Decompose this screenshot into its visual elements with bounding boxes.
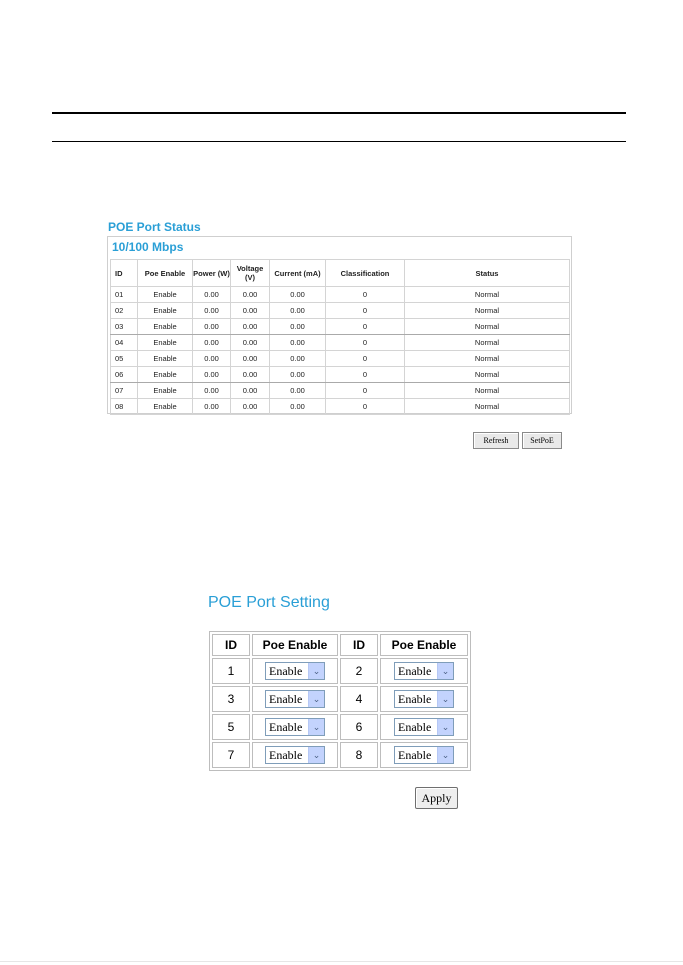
row-poe-enable: Enable (138, 383, 193, 399)
row-current: 0.00 (270, 367, 326, 383)
chevron-down-icon[interactable]: ⌄ (437, 747, 453, 763)
row-classification: 0 (326, 319, 405, 335)
refresh-button[interactable]: Refresh (473, 432, 519, 449)
row-classification: 0 (326, 399, 405, 415)
setpoe-button[interactable]: SetPoE (522, 432, 562, 449)
page-bottom-edge (0, 961, 683, 962)
setting-table-row (212, 742, 468, 768)
status-table-row (111, 351, 570, 367)
poe-enable-select[interactable] (394, 718, 454, 736)
poe-port-status-panel (107, 236, 572, 414)
col-poe-enable: Poe Enable (138, 260, 193, 287)
speed-label: 10/100 Mbps (112, 240, 184, 254)
setting-port-id: 3 (212, 686, 250, 712)
poe-enable-select-value: Enable (398, 691, 432, 706)
setting-table-row (212, 714, 468, 740)
row-power: 0.00 (193, 319, 231, 335)
row-voltage: 0.00 (231, 319, 270, 335)
row-current: 0.00 (270, 351, 326, 367)
row-status: Normal (405, 399, 570, 415)
chevron-down-icon[interactable]: ⌄ (437, 719, 453, 735)
poe-setting-table (209, 631, 471, 771)
status-table-row (111, 335, 570, 351)
setting-poe-cell (380, 742, 468, 768)
setting-port-id: 4 (340, 686, 378, 712)
row-voltage: 0.00 (231, 383, 270, 399)
col-current: Current (mA) (270, 260, 326, 287)
row-status: Normal (405, 303, 570, 319)
setting-col-id-left: ID (212, 634, 250, 656)
row-voltage: 0.00 (231, 303, 270, 319)
apply-button[interactable]: Apply (415, 787, 458, 809)
row-classification: 0 (326, 335, 405, 351)
poe-status-rows (111, 287, 570, 415)
setting-poe-cell (252, 742, 338, 768)
setting-table-row (212, 658, 468, 684)
poe-setting-rows (212, 658, 468, 768)
setting-poe-cell (252, 658, 338, 684)
row-poe-enable: Enable (138, 399, 193, 415)
poe-enable-select[interactable] (394, 690, 454, 708)
status-table-row (111, 287, 570, 303)
poe-enable-select[interactable] (265, 662, 325, 680)
header-rule-bottom (52, 141, 626, 142)
row-classification: 0 (326, 383, 405, 399)
setting-poe-cell (380, 686, 468, 712)
row-current: 0.00 (270, 335, 326, 351)
chevron-down-icon[interactable]: ⌄ (308, 691, 324, 707)
setting-port-id: 2 (340, 658, 378, 684)
status-table-row (111, 367, 570, 383)
row-status: Normal (405, 287, 570, 303)
poe-enable-select-value: Enable (269, 691, 303, 706)
status-table-row (111, 383, 570, 399)
row-voltage: 0.00 (231, 335, 270, 351)
row-id: 06 (111, 367, 138, 383)
setting-col-poe-left: Poe Enable (252, 634, 338, 656)
row-current: 0.00 (270, 287, 326, 303)
col-id: ID (111, 260, 138, 287)
row-status: Normal (405, 383, 570, 399)
row-current: 0.00 (270, 303, 326, 319)
poe-enable-select[interactable] (394, 746, 454, 764)
poe-port-setting-title: POE Port Setting (208, 594, 330, 611)
row-power: 0.00 (193, 351, 231, 367)
row-voltage: 0.00 (231, 399, 270, 415)
chevron-down-icon[interactable]: ⌄ (437, 691, 453, 707)
row-classification: 0 (326, 351, 405, 367)
status-table-row (111, 319, 570, 335)
col-classification: Classification (326, 260, 405, 287)
poe-enable-select-value: Enable (398, 663, 432, 678)
poe-enable-select-value: Enable (269, 719, 303, 734)
row-poe-enable: Enable (138, 319, 193, 335)
col-voltage: Voltage (V) (231, 260, 270, 287)
poe-enable-select-value: Enable (398, 747, 432, 762)
setting-poe-cell (252, 714, 338, 740)
setting-poe-cell (380, 658, 468, 684)
status-table-row (111, 303, 570, 319)
row-voltage: 0.00 (231, 351, 270, 367)
row-power: 0.00 (193, 335, 231, 351)
row-power: 0.00 (193, 367, 231, 383)
chevron-down-icon[interactable]: ⌄ (308, 663, 324, 679)
poe-enable-select[interactable] (265, 746, 325, 764)
setting-port-id: 8 (340, 742, 378, 768)
row-id: 02 (111, 303, 138, 319)
status-table-row (111, 399, 570, 415)
row-poe-enable: Enable (138, 303, 193, 319)
row-status: Normal (405, 367, 570, 383)
row-status: Normal (405, 319, 570, 335)
row-power: 0.00 (193, 399, 231, 415)
row-current: 0.00 (270, 319, 326, 335)
header-rule-top (52, 112, 626, 114)
row-classification: 0 (326, 303, 405, 319)
row-voltage: 0.00 (231, 287, 270, 303)
setting-table-row (212, 686, 468, 712)
col-power: Power (W) (193, 260, 231, 287)
poe-enable-select-value: Enable (269, 747, 303, 762)
row-power: 0.00 (193, 303, 231, 319)
row-poe-enable: Enable (138, 351, 193, 367)
poe-enable-select[interactable] (394, 662, 454, 680)
row-poe-enable: Enable (138, 335, 193, 351)
setting-col-id-right: ID (340, 634, 378, 656)
row-id: 01 (111, 287, 138, 303)
row-id: 07 (111, 383, 138, 399)
setting-poe-cell (252, 686, 338, 712)
poe-enable-select-value: Enable (398, 719, 432, 734)
setting-col-poe-right: Poe Enable (380, 634, 468, 656)
row-status: Normal (405, 351, 570, 367)
row-id: 04 (111, 335, 138, 351)
row-poe-enable: Enable (138, 287, 193, 303)
row-id: 08 (111, 399, 138, 415)
row-power: 0.00 (193, 383, 231, 399)
col-status: Status (405, 260, 570, 287)
setting-port-id: 7 (212, 742, 250, 768)
row-classification: 0 (326, 367, 405, 383)
setting-poe-cell (380, 714, 468, 740)
poe-enable-select[interactable] (265, 690, 325, 708)
setting-port-id: 1 (212, 658, 250, 684)
poe-port-status-title: POE Port Status (108, 220, 201, 234)
chevron-down-icon[interactable]: ⌄ (437, 663, 453, 679)
row-classification: 0 (326, 287, 405, 303)
setting-port-id: 6 (340, 714, 378, 740)
row-power: 0.00 (193, 287, 231, 303)
row-current: 0.00 (270, 399, 326, 415)
row-voltage: 0.00 (231, 367, 270, 383)
poe-enable-select[interactable] (265, 718, 325, 736)
row-id: 03 (111, 319, 138, 335)
chevron-down-icon[interactable]: ⌄ (308, 719, 324, 735)
setting-port-id: 5 (212, 714, 250, 740)
row-status: Normal (405, 335, 570, 351)
row-current: 0.00 (270, 383, 326, 399)
poe-enable-select-value: Enable (269, 663, 303, 678)
chevron-down-icon[interactable]: ⌄ (308, 747, 324, 763)
poe-status-table (110, 259, 570, 415)
row-id: 05 (111, 351, 138, 367)
row-poe-enable: Enable (138, 367, 193, 383)
